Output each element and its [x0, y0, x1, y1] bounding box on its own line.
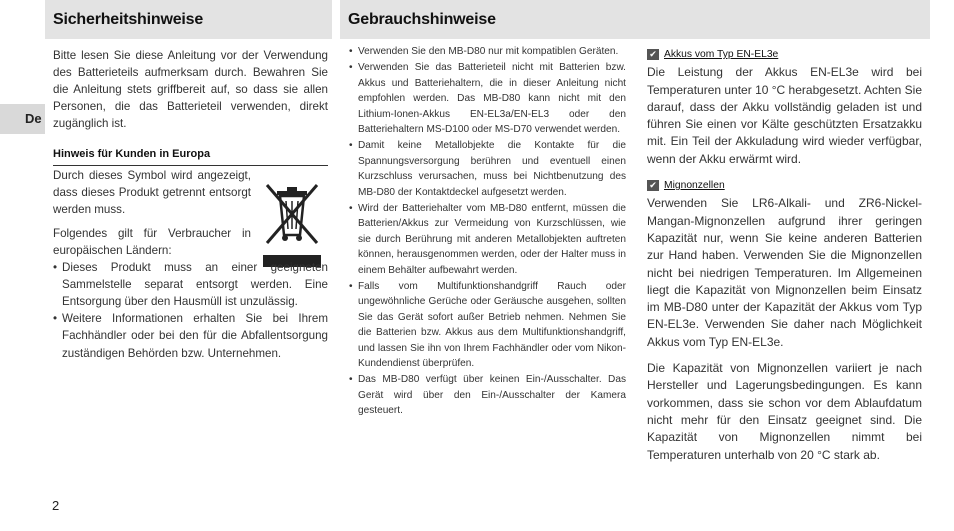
usage-bullet-list	[349, 44, 626, 419]
list-item: • Verwenden Sie das Batterieteil nicht mit Batterien bzw. Akkus und Batteriehaltern, die in dieser Anleitung nicht empfohlen werden. Das MB-D80 kann nicht mit den Lithium-Ionen-Akkus EN-EL3a/EN-EL3 oder den Batteriehaltern MS-D100 oder MS-D70 verwendet werden.	[349, 60, 626, 138]
eu-paragraph-1: Durch dieses Symbol wird angezeigt, dass dieses Produkt getrennt entsorgt werden muss.	[53, 168, 251, 216]
list-item: • Wird der Batteriehalter vom MB-D80 entfernt, müssen die Batterien/Akkus zur Vermeidung von Kurzschlüssen, wie sie durch Berührung mit anderen Metallobjekten auftreten können, herausgenommen werden, oder der Halter muss in einem Behälter aufbewahrt werden.	[349, 201, 626, 279]
eu-section	[53, 167, 328, 362]
safety-intro: Bitte lesen Sie diese Anleitung vor der Verwendung des Batterieteils aufmerksam durch. Bewahren Sie die Anleitung stets griffbereit auf, so dass sie allen Personen, die das Batterieteil verwenden, direkt zugänglich ist.	[53, 49, 328, 131]
usage-column	[349, 44, 626, 419]
eu-paragraph-2: Folgendes gilt für Verbraucher in europäischen Ländern:	[53, 226, 251, 257]
list-item: • Dieses Produkt muss an einer geeigneten Sammelstelle separat entsorgt werden. Eine Entsorgung über den Hausmüll ist unzulässig.	[53, 259, 328, 310]
list-item: • Verwenden Sie den MB-D80 nur mit kompatiblen Geräten.	[349, 44, 626, 60]
eu-bullet-list	[53, 259, 328, 362]
section-header-usage: Gebrauchshinweise	[340, 0, 930, 39]
note-heading-akkus: ✔ Akkus vom Typ EN-EL3e	[647, 46, 922, 63]
crossed-bin-icon	[261, 179, 323, 271]
list-item: • Damit keine Metallobjekte die Kontakte für die Spannungsversorgung berühren und eventuell einen Kurzschluss verursachen, muss bei Nichtbenutzung des MB-D80 der Kontaktdeckel aufgesetzt werden.	[349, 138, 626, 200]
list-item: • Falls vom Multifunktionshandgriff Rauch oder ungewöhnliche Gerüche oder Geräusche ausgehen, sollten Sie das Gerät sofort außer Betrieb nehmen. Nehmen Sie die Batterien bzw. Akkus aus dem Multifunktionshandgriff, und lassen Sie ihn von Ihrem Fachhändler oder vom Nikon-Kundendienst überprüfen.	[349, 279, 626, 372]
check-icon: ✔	[647, 180, 659, 191]
safety-column	[53, 47, 328, 362]
note-heading-mignon: ✔ Mignonzellen	[647, 177, 922, 194]
section-header-safety: Sicherheitshinweise	[45, 0, 332, 39]
note-akkus-body: Die Leistung der Akkus EN-EL3e wird bei Temperaturen unter 10 °C herabgesetzt. Achten Sie darauf, dass der Akku vollständig geladen ist und führen Sie einen vor Kälte geschützten Ersatzakku mit. Ein Teil der Akkuladung wird wieder verfügbar, wenn der Akku erwärmt wird.	[647, 65, 922, 166]
note-mignon-body-1: Verwenden Sie LR6-Alkali- und ZR6-Nickel-Mangan-Mignonzellen aufgrund ihrer geringen Kapazität nur, wenn Sie keine anderen Batterien zur Hand haben. Verwenden Sie die Mignonzellen nicht bei niedrigen Temperaturen. Im Allgemeinen liegt die Kapazität von Mignonzellen beim Einsatz im MB-D80 unter der Kapazität der Akkus vom Typ EN-EL3e. Verwenden Sie daher nach Möglichkeit Akkus vom Typ EN-EL3e.	[647, 196, 922, 349]
check-icon: ✔	[647, 49, 659, 60]
list-item: • Weitere Informationen erhalten Sie bei Ihrem Fachhändler oder bei den für die Abfallentsorgung zuständigen Behörden bzw. Unternehmen.	[53, 310, 328, 361]
language-tab: De	[0, 104, 45, 134]
note-mignon-body-2: Die Kapazität von Mignonzellen variiert je nach Hersteller und Lagerungsbedingungen. Es kann vorkommen, dass sie schon vor dem Ablaufdatum nicht mehr für den Einsatz geeignet sind. Die Kapazität von Mignonzellen nimmt bei Temperaturen unterhalb von 20 °C stark ab.	[647, 361, 922, 462]
notes-column	[647, 46, 922, 464]
eu-heading: Hinweis für Kunden in Europa	[53, 146, 328, 165]
list-item: • Das MB-D80 verfügt über keinen Ein-/Ausschalter. Das Gerät wird über den Ein-/Ausschalter der Kamera gesteuert.	[349, 372, 626, 419]
page-number: 2	[52, 498, 60, 513]
